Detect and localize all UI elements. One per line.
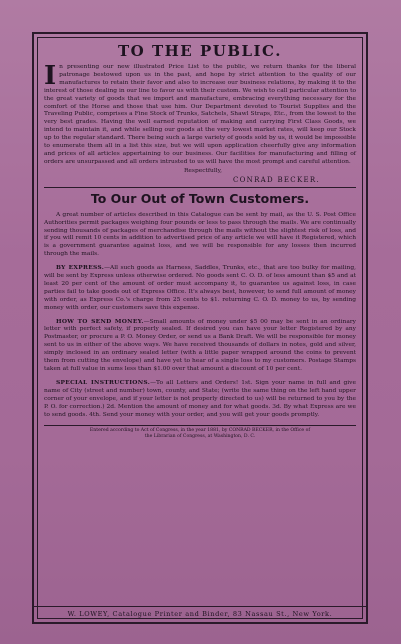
divider bbox=[44, 187, 356, 188]
instructions-heading: SPECIAL INSTRUCTIONS. bbox=[56, 378, 151, 386]
document-body bbox=[44, 36, 356, 440]
instructions-text: —To all Letters and Orders! 1st. Sign your name in full and give name of City (street and number) town, county, and State; (write the same thing on the left hand upper corner of your envelope, and if your letter is not properly directed to us) will be returned to you by the P. O. for correction.) 2d. Mention the amount of money and for what goods. 3d. By what Express are we to send goods. 4th. Send your money with your order, and you will get your goods promptly. bbox=[44, 379, 356, 418]
section-heading: To Our Out of Town Customers. bbox=[90, 190, 310, 206]
intro-text: n presenting our new illustrated Price List to the public, we return thanks for the liberal patronage bestowed upon us in the past, and hope by strict attention to the quality of our manufactures to retain their favor and also to increase our business relations, by making it to the interest of those dealing in our line to favor us with their custom. We wish to call particular attention to the great variety of goods that we import and manufacture, embracing everything necessary for the comfort of the Horse and those that use him. Our Department devoted to Tourist Supplies and the Traveling Public, comprises a Fine Stock of Trunks, Satchels, Shawl Straps, Etc., from the lowest to the very best grades. Having the well earned reputation of making and carrying First Class Goods, we intend to maintain it, and while selling our goods at the very lowest market rates, will keep our Stock up to the regular standard. There being such a large variety of goods sold by us, it would be impossible to enumerate them all in a list this size, but we will upon application cheerfully give any information and prices of all articles appertaining to our business. Our facilities for manufacturing and filling of orders are unsurpassed and all orders intrusted to us will have the most prompt and careful attention. bbox=[44, 64, 356, 165]
send-money-heading: HOW TO SEND MONEY. bbox=[56, 317, 144, 325]
express-paragraph bbox=[44, 264, 356, 312]
copyright-line-2: the Librarian of Congress, at Washington, D. C. bbox=[144, 434, 256, 440]
send-money-text: —Small amounts of money under $5 00 may be sent in an ordinary letter with perfect safety, if properly sealed. If desired you can have your letter Registered by any Postmaster, or procure a P. O. Money Order, or send us a Bank Draft. We will be responsible for money sent to us in either of the above ways. We have received thousands of dollars in notes, gold and silver, simply inclosed in an ordinary sealed letter (with a little paper wrapped around the coins to prevent them from cutting the envelope) and have yet to hear of a single loss to my customers. Postage Stamps taken at full value in sums less than $1.00 over that amount a discount of 10 per cent. bbox=[44, 318, 356, 372]
page-title: TO THE PUBLIC. bbox=[118, 42, 282, 60]
instructions-paragraph bbox=[44, 379, 356, 420]
printer-credit: W. LOWEY, Catalogue Printer and Binder, 83 Nassau St., New York. bbox=[67, 610, 333, 618]
footer-divider bbox=[44, 425, 356, 426]
signature-name: CONRAD BECKER. bbox=[232, 175, 320, 184]
printer-footer bbox=[34, 606, 366, 623]
copyright-notice bbox=[44, 428, 356, 440]
express-heading: BY EXPRESS. bbox=[56, 264, 105, 272]
express-text: —All such goods as Harness, Saddles, Trunks, etc., that are too bulky for mailing, will be sent by Express unless otherwise ordered. No goods sent C. O. D. of less amount than $5 and at least 20 per cent of the amount of order must accompany it, to guarantee us against loss, in case parties fail to take goods out of Express Office. It's always best, however, to send full amount of money with order, as Express Co.'s charge from 25 cents to $1. returning C. O. D. money to us, by sending money with order, our customers save this expense. bbox=[44, 265, 356, 311]
send-money-paragraph bbox=[44, 318, 356, 374]
copyright-line-1: Entered according to Act of Congress, in the year 1881, by CONRAD BECKER, in the Office of bbox=[89, 428, 311, 434]
catalogue-paragraph: A great number of articles described in this Catalogue can be sent by mail, as the U. S. Post Office Authorities permit packages weighing four pounds or less to pass through the mails. We are continually sending thousands of packages of merchandise through the mails without the slightest risk of loss, and if you will remit 10 cents in addition to advertised price of any article we will have it Registered, which is a government guarantee against loss, and we will be responsible for any losses then incurred through the mails. bbox=[44, 211, 356, 258]
drop-cap: I bbox=[44, 61, 57, 91]
intro-paragraph bbox=[44, 61, 356, 167]
closing-line: Respectfully, bbox=[184, 167, 223, 174]
